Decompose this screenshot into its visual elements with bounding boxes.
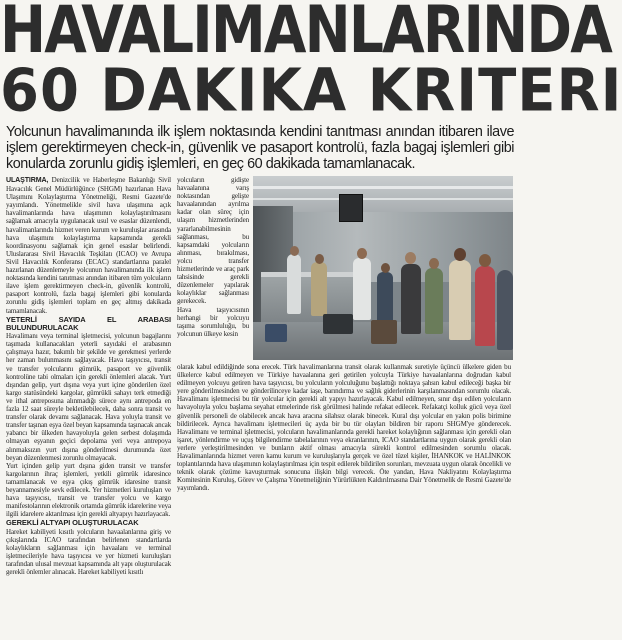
paragraph-6: Hava taşıyıcısının herhangi bir yolcuyu taşıma sorumluluğu, bu yolcunun ülkeye kesin bbox=[177, 305, 249, 338]
article-deck: Yolcunun havalimanında ilk işlem noktasında kendini tanıtması anından itibaren ilave işlem gerektirmeyen check-in, güvenlik ve pasaport kontrolü, fazla bagaj işlemleri gibi konularda zorunlu gidiş işlemleri, en geç 60 dakikada tamamlanacak. bbox=[6, 124, 514, 172]
paragraph-2: Havalimanı veya terminal işletmecisi, yolcunun bagajlarını taşımada kullanacakları yeterli sayıdaki el arabasının çalışmaya hazır, bakımlı bir şekilde ve gerekmesi yerlerde her zaman bulunmasını sağlayacak. Hava taşıyıcısı, transit ve transfer yolcularını gümrük, pasaport ve güvenlik kontrolüne tabi olmaları için gerekli önlemleri alacak. Yurt dışından gelip, yurt dışına veya yurt içine gönderilen özel kargo statüsündeki kargolar, gümrükli sahayı terk etmediği ve ithal antreposuna alınmadığı sürece aynı antrepoda en fazla 12 saat süreyle bekletilebilecek, daha sonra transit ve transfer olarak devamı sağlanacak. Hava yoluyla transit ve transfer taşınan eşya özel beyan kapsamında taşınacak ancak yabancı bir ülkeden havayoluyla gelen serbest dolaşımda olmayan eşyanın geçici depolama yeri veya antrepoya alınmaksızın yurt dışına gönderilmesi durumunda özet beyan düzenlenmesi zorunlu olmayacak. bbox=[6, 332, 171, 462]
article-column-1 bbox=[6, 176, 171, 576]
article-column-3 bbox=[177, 363, 511, 639]
paragraph-5: yolcuların gidişte havaalanına varış noktasından gelişte havaalanından ayrılma kadar olan süreç için ulaşım hizmetlerinden yararlanabilmesinin sağlanması, bu kapsamdaki yolcuların alınması, bırakılması, yolcu transfer hizmetlerinde ve araç park tahsisinde gerekli düzenlemeler yapılarak kolaylıklar sağlanması gerekecek. bbox=[177, 176, 249, 306]
paragraph-1-text: Denizcilik ve Haberleşme Bakanlığı Sivil Havacılık Genel Müdürlüğünce (SHGM) hazırlanan Hava Ulaşımını Kolaylaştırma Yönetmeliği, Resmi Gazete'de yayımlandı. Yönetmelikle sivil hava ulaşımına açık havalimanlarında hava ulaşımının kolaylaştırılmasını sağlamak amacıyla uygulanacak usul ve esaslar düzenlendi, havalimanlarında hizmet veren kurum ve kuruluşlar arasında hava ulaşımını kolaylaştırma kapsamında gerekli koordinasyonu sağlamak için genel esaslar belirlendi. Uluslararası Sivil Havacılık Teşkilatı (ICAO) ve Avrupa Sivil Havacılık Konferansı (ECAC) standartlarına paralel hazırlanan düzenlemeyle yolcunun havalimanında ilk işlem noktasında kendini tanıtması anından itibaren tüm yolcuların ilave işlem gerektirmeyen check-in, güvenlik kontrolü, pasaport kontrolü, fazla bagaj işlemleri gibi konularda zorunlu gidiş işlemleri toplam en geç altmış dakikada tamamlanacak. bbox=[6, 176, 171, 315]
paragraph-4: Hareket kabiliyeti kısıtlı yolcuların havaalanlarına giriş ve çıkışlarında ICAO tarafından belirlenen standartlarda kolaylıkların sağlanması için havaalanı ve terminal işletmecileriyle hava taşıyıcısı ve yer hizmeti kuruluşları tarafından ulusal mevzuat kapsamında alt yapı oluşturulacak gerekli önlemler alınacak. Hareket kabiliyeti kısıtlı bbox=[6, 527, 171, 577]
headline-line-1: HAVALIMANLARINDA bbox=[0, 0, 611, 68]
subheading-infrastructure: GEREKLİ ALTYAPI OLUŞTURULACAK bbox=[6, 518, 139, 528]
subheading-luggage-carts: YETERLİ SAYIDA EL ARABASI BULUNDURULACAK bbox=[6, 314, 171, 332]
airport-terminal-photo bbox=[253, 176, 513, 360]
paragraph-7: olarak kabul edildiğinde sona erecek. Türk havalimanlarına transit olarak kullanmak suretiyle üçüncü ülkelere giden bu ülkelerce kabul edilmeyen ve Türkiye havaalanına geri getirilen yolcuyla Türkiye havaalanlarına doğrudan kabul edilmeyen yolcuyu getiren hava taşıyıcısı, bu yolcuların yolculuğunu başlattığı noktaya şahsın kabul edileceği başka bir yere gönderilmesinden ve gönderilinceye kadar iaşe, barındırma ve sağlık giderlerinin karşılanmasından sorumlu olacak. Havalimanı işletmecisi bu tür yolcular için gerekli alt yapıyı hazırlayacak. Kabul edilmeyen, sınır dışı edilen yolcuların havayoluyla yolcu başlama seyahat etmelerinde risk görülmesi halinde refakat edilecek. Refakatçi kolluk gücü veya özel güvenlik personeli de olabilecek ancak hava aracına silahsız olarak binecek. Kural dışı yolcular en yakın polis birimine bildirilecek. Ayrıca havalimanı işletmecileri üç ayda bir bu tür olayları bildiren bir raporu SHGM'ye gönderecek. Havalimanı ve terminal işletmecisi, yolcuların havalimanlarında gerekli hareket kolaylığının sağlanması için gerekli olan işaret, yönlendirme ve uçuş bilgilendirme tabelalarının veya ekranlarının, ICAO standartlarına uygun olarak gerekli olan yerlere yerleştirilmesinden ve bunların aktif olması amacıyla sürekli kontrol edilmesinden sorumlu olacak. Havalimanlarında hizmet veren kamu kurum ve kuruluşlarıyla gerçek ve özel tüzel kişiler, İHANKOK ve HALİNKOK toplantılarında hava ulaşımının kolaylaştırılması için tespit edilerek bildirilen sorunları, mevzuata uygun olarak öncelikli ve teknik olarak çözüme kavuşturmak sonucuna ilişkin bilgi verecek. Öte yandan, Hava Nakliyatını Kolaylaştırma Komitesinin Kuruluş, Görev ve Çalışma Yönetmeliğinin Yürürlükten Kaldırılmasına Dair Yönetmelik de Resmi Gazete'de yayımlandı. bbox=[177, 363, 511, 493]
lead-in: ULAŞTIRMA, bbox=[6, 177, 49, 184]
paragraph-3: Yurt içinden gelip yurt dışına giden transit ve transfer kargolarının ihraç işlemleri, yetkili gümrük idaresince tamamlanacak ve eşya çıkış gümrük idaresine transit beyannamesiyle sevk edilecek. Yer hizmetleri kuruluşları ve hava taşıyıcısı, transit ve transfer yolcu ve kargo manifestolarının elektronik ortamda gümrük idarelerine veya ilgili idarelere aktarılması için gerekli altyapıyı hazırlayacak. bbox=[6, 461, 171, 519]
headline-line-2: 60 DAKIKA KRITERI bbox=[0, 56, 622, 126]
article-column-2 bbox=[177, 176, 249, 338]
paragraph-1 bbox=[6, 176, 171, 315]
